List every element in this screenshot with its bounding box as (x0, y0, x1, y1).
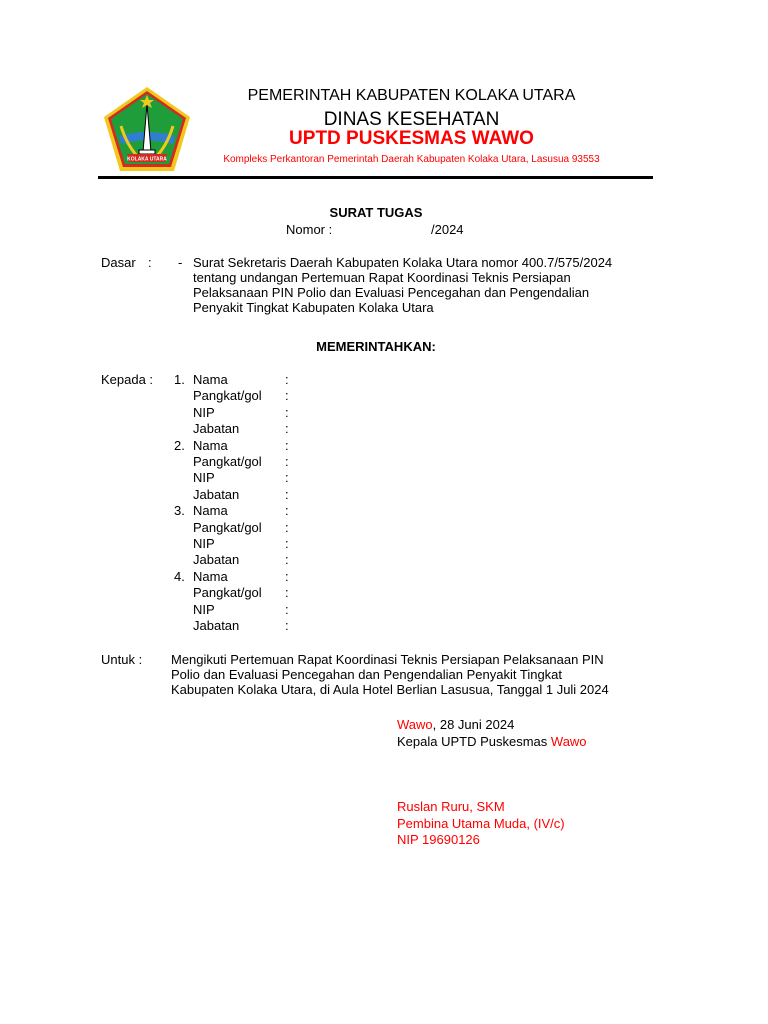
kepada-field-label: Nama (193, 569, 228, 584)
dasar-line: Surat Sekretaris Daerah Kabupaten Kolaka Utara nomor 400.7/575/2024 (193, 255, 613, 270)
kepada-number: 3. (174, 503, 185, 518)
header-divider (98, 176, 653, 179)
kepada-field-label: NIP (193, 470, 215, 485)
kepada-field-colon: : (285, 405, 289, 420)
dasar-line: Pelaksanaan PIN Polio dan Evaluasi Pencegahan dan Pengendalian (193, 285, 590, 300)
dasar-colon: : (148, 255, 152, 270)
kepada-field-label: Pangkat/gol (193, 585, 262, 600)
nomor-value: /2024 (431, 222, 464, 237)
signature-position-line (397, 734, 587, 750)
kepada-field-colon: : (285, 421, 289, 436)
dasar-line: Penyakit Tingkat Kabupaten Kolaka Utara (193, 300, 434, 315)
document-title: SURAT TUGAS (329, 205, 423, 220)
dasar-line: tentang undangan Pertemuan Rapat Koordinasi Teknis Persiapan (193, 270, 571, 285)
kepada-field-label: Nama (193, 372, 228, 387)
kepada-field-label: Pangkat/gol (193, 520, 262, 535)
kepada-field-colon: : (285, 569, 289, 584)
kepada-number: 2. (174, 438, 185, 453)
kepada-field-colon: : (285, 438, 289, 453)
kepada-label: Kepada : (101, 372, 154, 387)
kepada-field-label: Jabatan (193, 618, 240, 633)
signatory-rank: Pembina Utama Muda, (IV/c) (397, 816, 565, 831)
header-unit: UPTD PUSKESMAS WAWO (289, 128, 534, 149)
dasar-bullet: - (178, 255, 183, 270)
kepada-field-colon: : (285, 585, 289, 600)
signatory-name: Ruslan Ruru, SKM (397, 799, 505, 814)
kepada-field-colon: : (285, 602, 289, 617)
kepada-field-label: NIP (193, 536, 215, 551)
header-government: PEMERINTAH KABUPATEN KOLAKA UTARA (247, 87, 576, 104)
kepada-field-label: NIP (193, 405, 215, 420)
untuk-line: Polio dan Evaluasi Pencegahan dan Pengendalian Penyakit Tingkat (171, 667, 563, 682)
kepada-field-label: Nama (193, 438, 228, 453)
kepada-field-label: NIP (193, 602, 215, 617)
signature-position-place: Wawo (550, 734, 587, 749)
kepada-field-label: Nama (193, 503, 228, 518)
untuk-line: Mengikuti Pertemuan Rapat Koordinasi Teknis Persiapan Pelaksanaan PIN (171, 652, 604, 667)
untuk-label: Untuk : (101, 652, 143, 667)
kepada-field-label: Pangkat/gol (193, 388, 262, 403)
kepada-field-label: Jabatan (193, 421, 240, 436)
emblem-banner-text: KOLAKA UTARA (127, 156, 167, 163)
kepada-field-colon: : (285, 487, 289, 502)
nomor-label: Nomor : (286, 222, 333, 237)
signature-position: Kepala UPTD Puskesmas (397, 734, 551, 749)
kepada-field-colon: : (285, 503, 289, 518)
signature-date: , 28 Juni 2024 (432, 717, 515, 732)
kepada-field-colon: : (285, 470, 289, 485)
header-address: Kompleks Perkantoran Pemerintah Daerah Kabupaten Kolaka Utara, Lasusua 93553 (223, 154, 600, 165)
memerintahkan-heading: MEMERINTAHKAN: (316, 339, 436, 354)
signatory-nip: NIP 19690126 (397, 832, 480, 847)
untuk-line: Kabupaten Kolaka Utara, di Aula Hotel Berlian Lasusua, Tanggal 1 Juli 2024 (171, 682, 609, 697)
kepada-field-colon: : (285, 388, 289, 403)
kepada-field-colon: : (285, 552, 289, 567)
header-department: DINAS KESEHATAN (323, 109, 500, 130)
kepada-field-colon: : (285, 536, 289, 551)
signature-place: Wawo (397, 717, 433, 732)
kepada-field-colon: : (285, 454, 289, 469)
kepada-field-colon: : (285, 520, 289, 535)
kepada-field-label: Jabatan (193, 552, 240, 567)
kepada-number: 4. (174, 569, 185, 584)
kepada-number: 1. (174, 372, 185, 387)
kepada-field-colon: : (285, 372, 289, 387)
signature-date-line (397, 717, 514, 733)
kepada-field-label: Pangkat/gol (193, 454, 262, 469)
kepada-field-colon: : (285, 618, 289, 633)
kepada-field-label: Jabatan (193, 487, 240, 502)
dasar-label: Dasar (101, 255, 136, 270)
